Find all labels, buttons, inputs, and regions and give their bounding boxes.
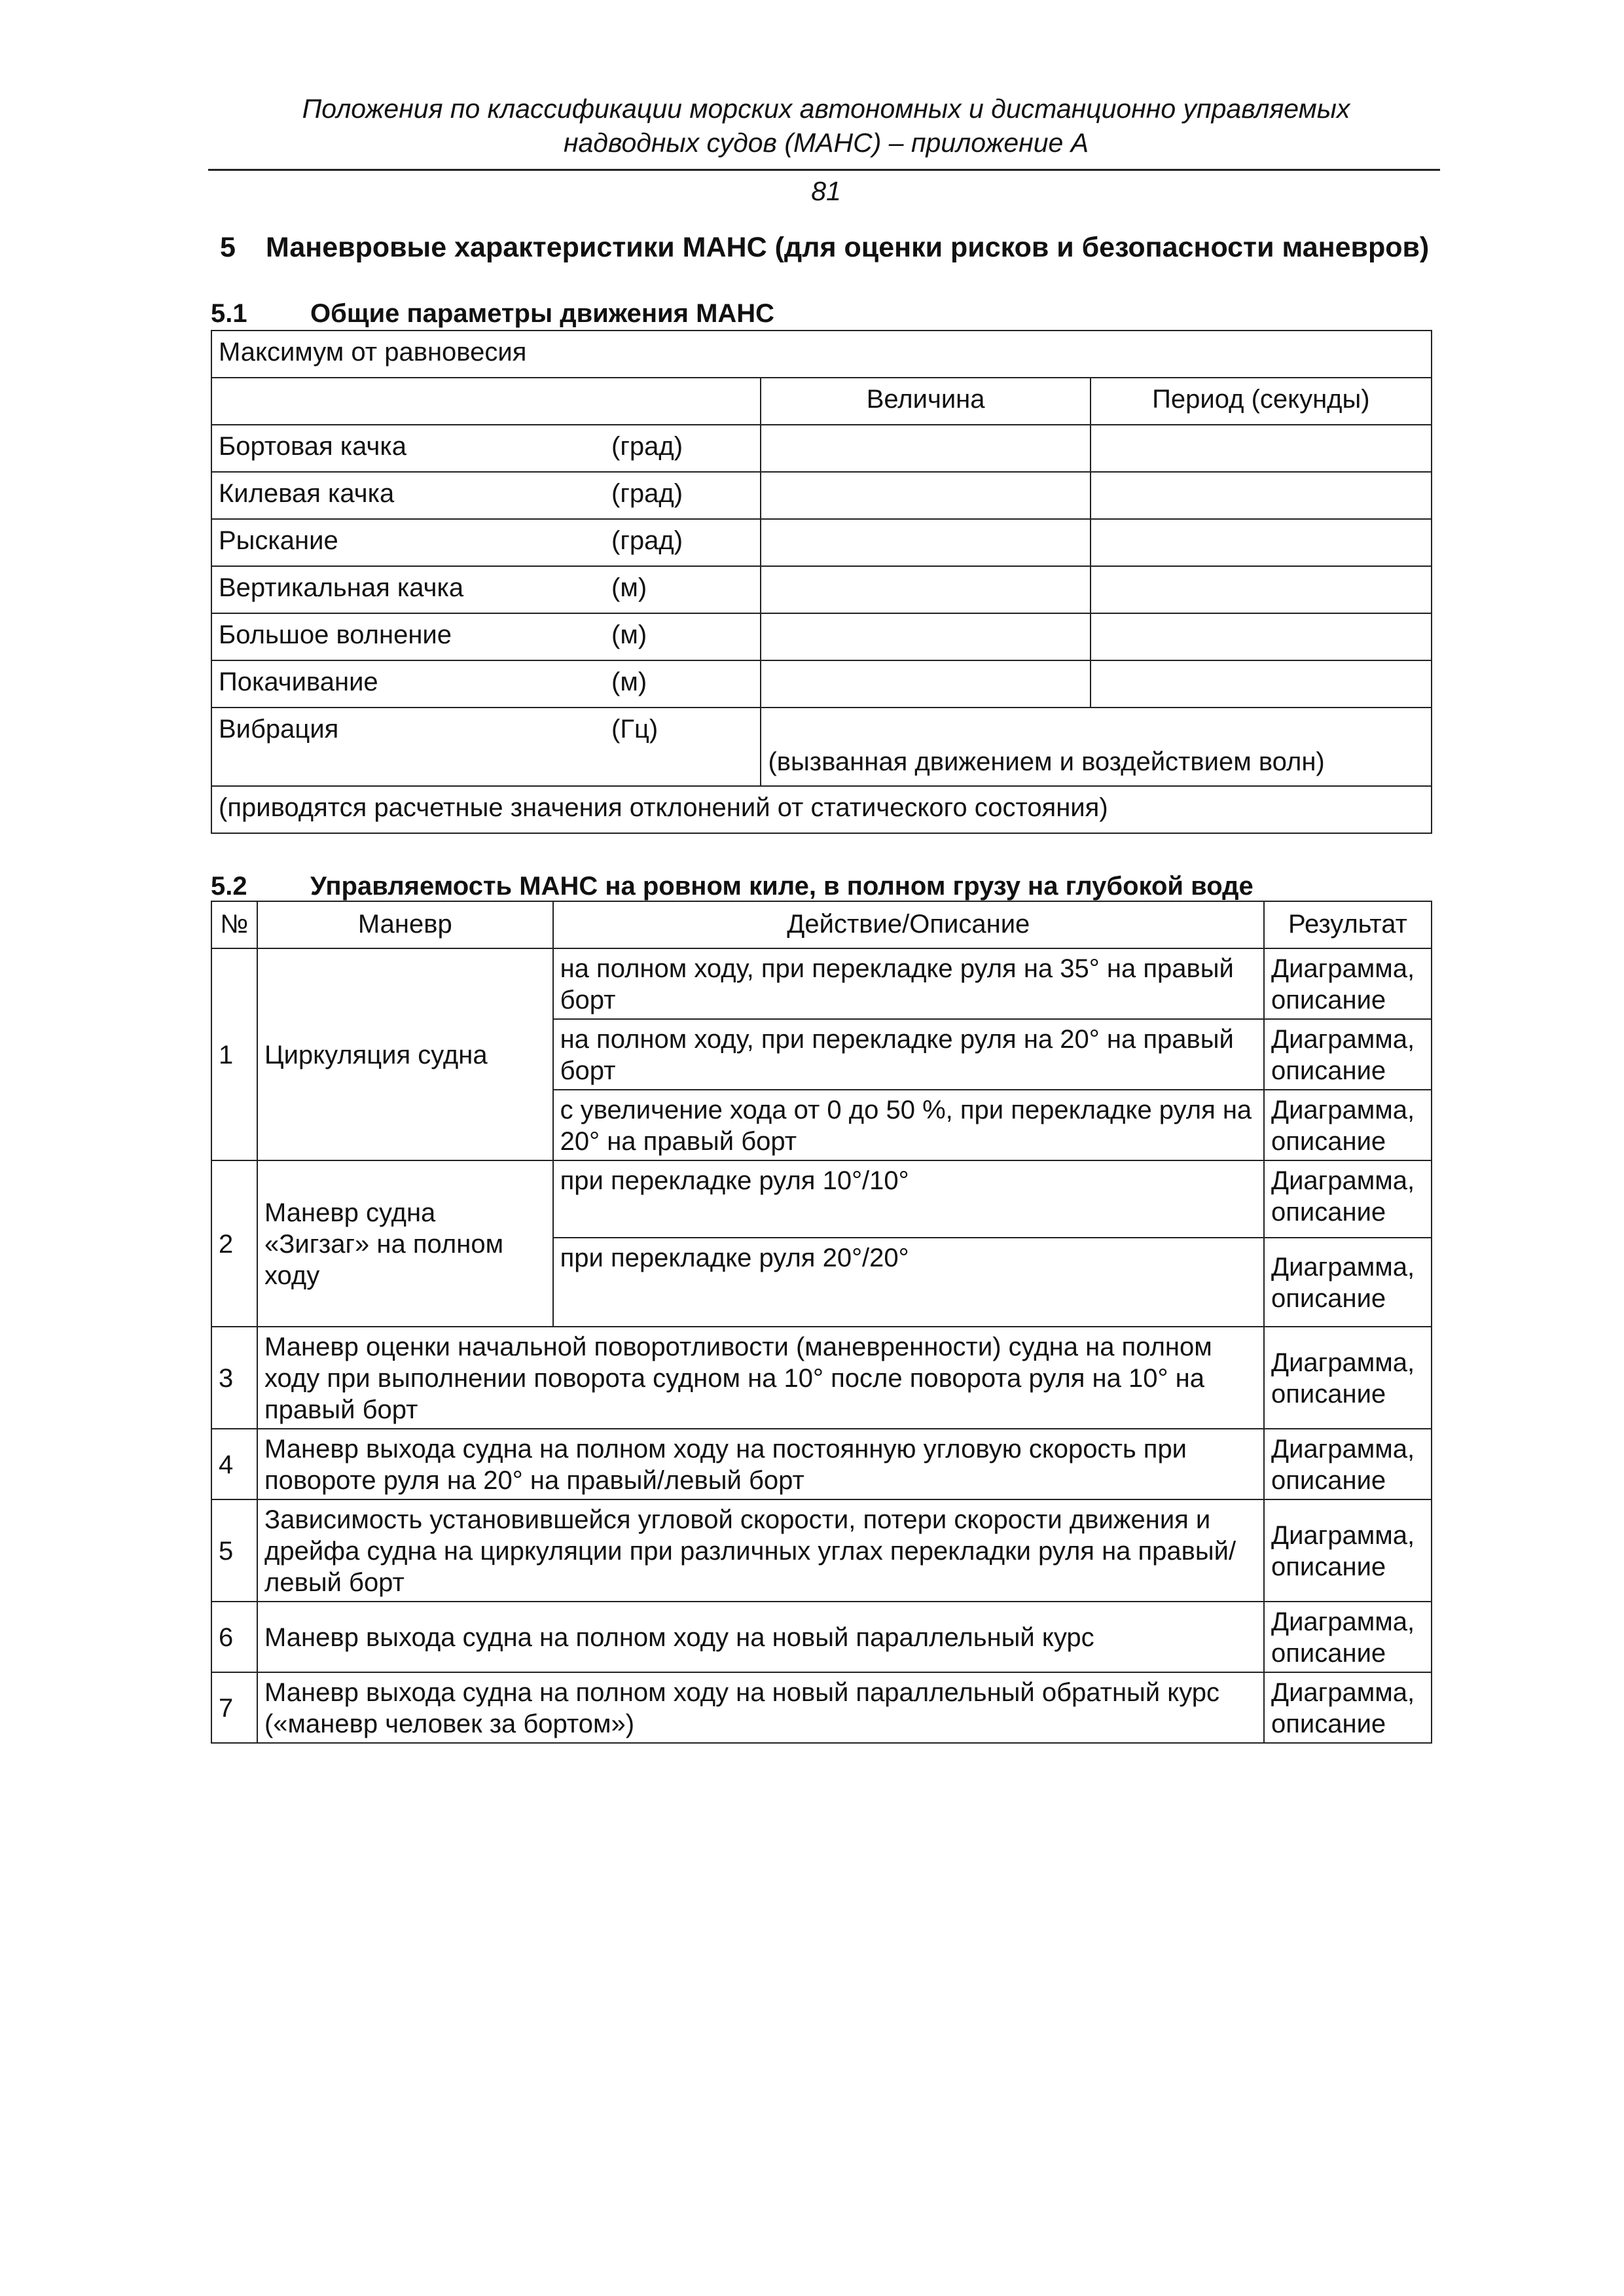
- maneuver-description: Маневр выхода судна на полном ходу на новый параллельный обратный курс («маневр человек за бортом»): [257, 1672, 1264, 1743]
- maneuver-description: Маневр оценки начальной поворотливости (маневренности) судна на полном ходу при выполнении поворота судном на 10° после поворота руля на 10° на правый борт: [257, 1327, 1264, 1429]
- maneuver-name: Циркуляция судна: [257, 948, 553, 1160]
- period-cell: [1091, 425, 1432, 472]
- table-row: [211, 708, 1432, 786]
- period-cell: [1091, 566, 1432, 613]
- row-number: 5: [211, 1499, 257, 1602]
- table-row: [211, 519, 1432, 566]
- param-name: Вибрация: [219, 715, 339, 744]
- param-unit: (град): [611, 432, 683, 461]
- param-name: Килевая качка: [219, 479, 395, 508]
- param-cell: [211, 613, 761, 660]
- result-cell: Диаграмма, описание: [1264, 1499, 1432, 1602]
- param-cell: [211, 425, 761, 472]
- result-cell: Диаграмма, описание: [1264, 1672, 1432, 1743]
- motion-parameters-table: [211, 330, 1432, 834]
- section-5-2-number: 5.2: [211, 872, 247, 901]
- header-line-2: надводных судов (МАНС) – приложение А: [563, 128, 1089, 158]
- section-5-heading: [220, 231, 1431, 264]
- table-row: [211, 660, 1432, 708]
- result-cell: Диаграмма, описание: [1264, 1327, 1432, 1429]
- result-cell: Диаграмма, описание: [1264, 1238, 1432, 1327]
- value-cell: [761, 613, 1090, 660]
- param-unit: (м): [611, 573, 647, 602]
- col-header-period: Период (секунды): [1091, 378, 1432, 425]
- result-cell: Диаграмма, описание: [1264, 1160, 1432, 1238]
- param-cell: [211, 472, 761, 519]
- param-name: Покачивание: [219, 668, 378, 696]
- maneuver-description: Маневр выхода судна на полном ходу на новый параллельный курс: [257, 1602, 1264, 1672]
- col-header-action: Действие/Описание: [553, 901, 1264, 948]
- col-header-value: Величина: [761, 378, 1090, 425]
- table-row: [211, 1499, 1432, 1602]
- section-5-2-title: Управляемость МАНС на ровном киле, в полном грузу на глубокой воде: [310, 872, 1254, 901]
- period-cell: [1091, 472, 1432, 519]
- row-number: 7: [211, 1672, 257, 1743]
- row-number: 3: [211, 1327, 257, 1429]
- param-cell: [211, 566, 761, 613]
- param-name: Большое волнение: [219, 620, 452, 649]
- period-cell: [1091, 613, 1432, 660]
- param-unit: (град): [611, 479, 683, 508]
- param-unit: (Гц): [611, 715, 659, 744]
- header-rule: [208, 169, 1440, 171]
- param-name: Бортовая качка: [219, 432, 407, 461]
- action-description: при перекладке руля 20°/20°: [553, 1238, 1264, 1327]
- table-row: [211, 948, 1432, 1019]
- table-row: [211, 1160, 1432, 1238]
- result-cell: Диаграмма, описание: [1264, 1090, 1432, 1160]
- row-number: 6: [211, 1602, 257, 1672]
- empty-header-cell: [211, 378, 761, 425]
- param-unit: (град): [611, 526, 683, 555]
- row-number: 2: [211, 1160, 257, 1327]
- maneuver-name: Маневр судна «Зигзаг» на полном ходу: [257, 1160, 553, 1327]
- action-description: на полном ходу, при перекладке руля на 20° на правый борт: [553, 1019, 1264, 1090]
- maneuverability-table: [211, 901, 1432, 1744]
- vibration-note: (вызванная движением и воздействием волн): [761, 708, 1432, 786]
- section-5-title: Маневровые характеристики МАНС (для оценки рисков и безопасности маневров): [266, 232, 1430, 263]
- period-cell: [1091, 519, 1432, 566]
- value-cell: [761, 425, 1090, 472]
- value-cell: [761, 566, 1090, 613]
- row-number: 1: [211, 948, 257, 1160]
- page-number: 81: [811, 176, 841, 206]
- header-line-1: Положения по классификации морских автономных и дистанционно управляемых: [302, 94, 1350, 124]
- table-caption: Максимум от равновесия: [211, 331, 1432, 378]
- param-unit: (м): [611, 668, 647, 696]
- param-cell: [211, 708, 761, 786]
- page-header: [211, 92, 1441, 160]
- period-cell: [1091, 660, 1432, 708]
- param-name: Вертикальная качка: [219, 573, 464, 602]
- result-cell: Диаграмма, описание: [1264, 1602, 1432, 1672]
- table-footer-note: (приводятся расчетные значения отклонений от статического состояния): [211, 786, 1432, 833]
- col-header-number: №: [211, 901, 257, 948]
- table-row: [211, 613, 1432, 660]
- param-cell: [211, 519, 761, 566]
- section-5-1-number: 5.1: [211, 299, 247, 328]
- value-cell: [761, 472, 1090, 519]
- maneuver-description: Маневр выхода судна на полном ходу на постоянную угловую скорость при повороте руля на 20° на правый/левый борт: [257, 1429, 1264, 1499]
- value-cell: [761, 519, 1090, 566]
- table-row: [211, 425, 1432, 472]
- param-unit: (м): [611, 620, 647, 649]
- action-description: с увеличение хода от 0 до 50 %, при перекладке руля на 20° на правый борт: [553, 1090, 1264, 1160]
- param-name: Рыскание: [219, 526, 338, 555]
- action-description: на полном ходу, при перекладке руля на 35° на правый борт: [553, 948, 1264, 1019]
- result-cell: Диаграмма, описание: [1264, 1019, 1432, 1090]
- col-header-result: Результат: [1264, 901, 1432, 948]
- maneuver-description: Зависимость установившейся угловой скорости, потери скорости движения и дрейфа судна на циркуляции при различных углах перекладки руля на правый/левый борт: [257, 1499, 1264, 1602]
- table-row: [211, 1602, 1432, 1672]
- col-header-maneuver: Маневр: [257, 901, 553, 948]
- section-5-number: 5: [220, 232, 236, 263]
- action-description: при перекладке руля 10°/10°: [553, 1160, 1264, 1238]
- table-row: [211, 472, 1432, 519]
- table-row: [211, 1429, 1432, 1499]
- table-row: [211, 1672, 1432, 1743]
- value-cell: [761, 660, 1090, 708]
- section-5-1-title: Общие параметры движения МАНС: [310, 299, 775, 328]
- result-cell: Диаграмма, описание: [1264, 948, 1432, 1019]
- row-number: 4: [211, 1429, 257, 1499]
- param-cell: [211, 660, 761, 708]
- result-cell: Диаграмма, описание: [1264, 1429, 1432, 1499]
- table-row: [211, 566, 1432, 613]
- table-header-row: [211, 901, 1432, 948]
- table-row: [211, 1327, 1432, 1429]
